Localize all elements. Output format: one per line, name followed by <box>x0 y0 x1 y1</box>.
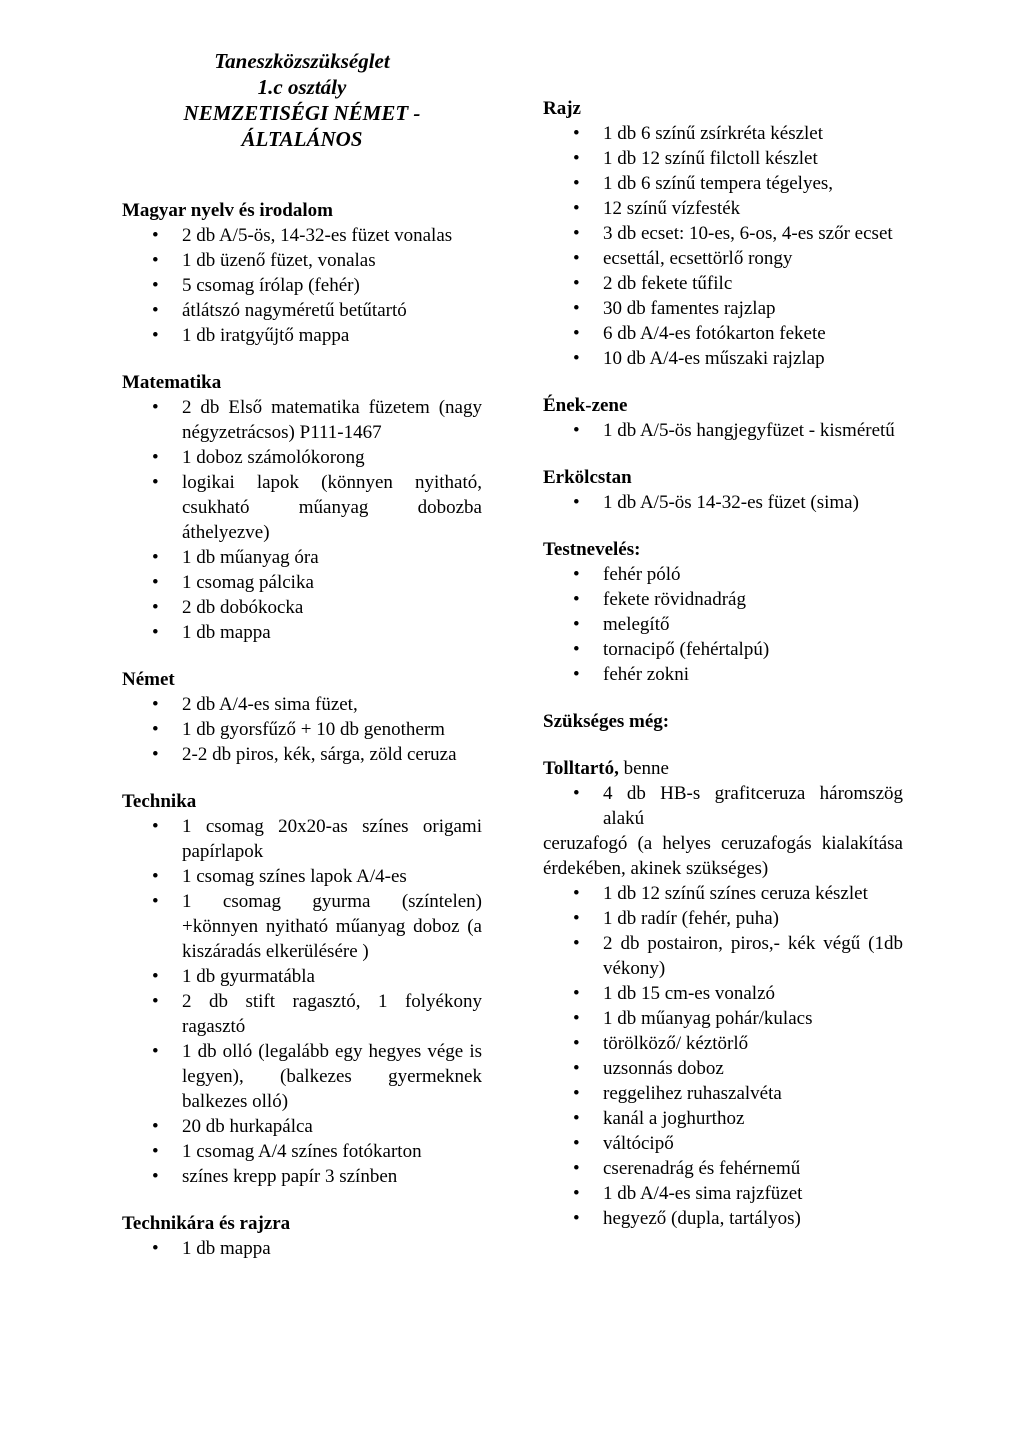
list-item: • ecsettál, ecsettörlő rongy <box>543 246 903 271</box>
list-item: • 1 db 6 színű zsírkréta készlet <box>543 121 903 146</box>
list-item: • 1 db mappa <box>122 1236 482 1261</box>
list-item: • 12 színű vízfesték <box>543 196 903 221</box>
section-tolltarto <box>543 756 903 1231</box>
right-column <box>543 96 903 1253</box>
list-item: • 2 db stift ragasztó, 1 folyékony ragasztó <box>122 989 482 1039</box>
section-rajz <box>543 96 903 371</box>
list-item: • 1 doboz számolókorong <box>122 445 482 470</box>
item-list <box>122 814 482 1189</box>
list-item: • cserenadrág és fehérnemű <box>543 1156 903 1181</box>
section-heading: Szükséges még: <box>543 711 670 732</box>
list-item: • 1 csomag 20x20-as színes origami papírlapok <box>122 814 482 864</box>
list-item: • 2 db Első matematika füzetem (nagy négyzetrácsos) P111-1467 <box>122 395 482 445</box>
section-enek-zene <box>543 393 903 443</box>
list-item: • színes krepp papír 3 színben <box>122 1164 482 1189</box>
section-heading: Technikára és rajzra <box>122 1213 291 1234</box>
list-item: • fehér póló <box>543 562 903 587</box>
section-heading: Matematika <box>122 372 222 393</box>
list-item: • 1 db olló (legalább egy hegyes vége is legyen), (balkezes gyermeknek balkezes olló) <box>122 1039 482 1114</box>
section-nemet <box>122 667 482 767</box>
list-item: • hegyező (dupla, tartályos) <box>543 1206 903 1231</box>
left-column <box>122 48 482 1283</box>
list-item: • 1 db radír (fehér, puha) <box>543 906 903 931</box>
list-item: • 1 csomag színes lapok A/4-es <box>122 864 482 889</box>
title-line-4: ÁLTALÁNOS <box>241 127 363 151</box>
list-item: • 1 db mappa <box>122 620 482 645</box>
list-item: • 1 db A/4-es sima rajzfüzet <box>543 1181 903 1206</box>
section-szukseges-meg <box>543 709 903 734</box>
list-item: • 1 db A/5-ös 14-32-es füzet (sima) <box>543 490 903 515</box>
item-list <box>543 881 903 1231</box>
list-item: • 1 db műanyag pohár/kulacs <box>543 1006 903 1031</box>
list-item: • melegítő <box>543 612 903 637</box>
section-heading: Ének-zene <box>543 395 628 416</box>
item-list <box>122 223 482 348</box>
list-item: • tornacipő (fehértalpú) <box>543 637 903 662</box>
list-item: • fekete rövidnadrág <box>543 587 903 612</box>
list-item: • logikai lapok (könnyen nyitható, csukható műanyag dobozba áthelyezve) <box>122 470 482 545</box>
section-technika <box>122 789 482 1189</box>
title-line-1: Taneszközszükséglet <box>214 49 390 73</box>
list-item: • 10 db A/4-es műszaki rajzlap <box>543 346 903 371</box>
section-heading: Rajz <box>543 98 581 119</box>
list-item: • 5 csomag írólap (fehér) <box>122 273 482 298</box>
pencilcase-label-rest: benne <box>618 758 669 779</box>
item-list <box>122 692 482 767</box>
list-item: • 6 db A/4-es fotókarton fekete <box>543 321 903 346</box>
list-item: • 2 db postairon, piros,- kék végű (1db vékony) <box>543 931 903 981</box>
section-erkolcstan <box>543 465 903 515</box>
title-line-2: 1.c osztály <box>257 75 347 99</box>
section-testneveles <box>543 537 903 687</box>
list-item: • 1 csomag gyurma (színtelen) +könnyen nyitható műanyag doboz (a kiszáradás elkerülésére ) <box>122 889 482 964</box>
list-item: • átlátszó nagyméretű betűtartó <box>122 298 482 323</box>
item-list <box>543 781 903 831</box>
title-line-3: NEMZETISÉGI NÉMET - <box>183 101 421 125</box>
list-item: • fehér zokni <box>543 662 903 687</box>
section-magyar <box>122 198 482 348</box>
item-list <box>122 395 482 645</box>
item-list <box>543 121 903 371</box>
list-item: • 30 db famentes rajzlap <box>543 296 903 321</box>
section-heading: Technika <box>122 791 197 812</box>
list-item: • 4 db HB-s grafitceruza háromszög alakú <box>543 781 903 831</box>
page-title <box>122 48 482 152</box>
section-heading: Német <box>122 669 175 690</box>
list-item: • 1 csomag pálcika <box>122 570 482 595</box>
list-item: • 2 db dobókocka <box>122 595 482 620</box>
list-item: • 1 db gyorsfűző + 10 db genotherm <box>122 717 482 742</box>
list-item: • 3 db ecset: 10-es, 6-os, 4-es szőr ecset <box>543 221 903 246</box>
pencilcase-heading <box>543 756 903 781</box>
list-item: • váltócipő <box>543 1131 903 1156</box>
list-item: • 1 db gyurmatábla <box>122 964 482 989</box>
list-item: • uzsonnás doboz <box>543 1056 903 1081</box>
pencil-grip-note: ceruzafogó (a helyes ceruzafogás kialakítása érdekében, akinek szükséges) <box>543 833 903 879</box>
item-list <box>543 418 903 443</box>
list-item: • 20 db hurkapálca <box>122 1114 482 1139</box>
list-item: • törölköző/ kéztörlő <box>543 1031 903 1056</box>
list-item: • 1 csomag A/4 színes fotókarton <box>122 1139 482 1164</box>
list-item: • 1 db 15 cm-es vonalzó <box>543 981 903 1006</box>
list-item: • 1 db üzenő füzet, vonalas <box>122 248 482 273</box>
section-matematika <box>122 370 482 645</box>
item-list <box>122 1236 482 1261</box>
item-list <box>543 490 903 515</box>
list-item: • 2-2 db piros, kék, sárga, zöld ceruza <box>122 742 482 767</box>
pencilcase-label: Tolltartó, <box>543 758 619 779</box>
item-list <box>543 562 903 687</box>
list-item: • 2 db A/4-es sima füzet, <box>122 692 482 717</box>
list-item: • 1 db 12 színű filctoll készlet <box>543 146 903 171</box>
list-item: • 1 db műanyag óra <box>122 545 482 570</box>
list-item: • reggelihez ruhaszalvéta <box>543 1081 903 1106</box>
list-item: • 1 db 6 színű tempera tégelyes, <box>543 171 903 196</box>
section-heading: Magyar nyelv és irodalom <box>122 200 333 221</box>
section-technikara-rajzra <box>122 1211 482 1261</box>
list-item: • 2 db A/5-ös, 14-32-es füzet vonalas <box>122 223 482 248</box>
section-heading: Erkölcstan <box>543 467 632 488</box>
list-item: • 1 db 12 színű színes ceruza készlet <box>543 881 903 906</box>
list-item: • 1 db A/5-ös hangjegyfüzet - kisméretű <box>543 418 903 443</box>
list-item: • kanál a joghurthoz <box>543 1106 903 1131</box>
list-item: • 2 db fekete tűfilc <box>543 271 903 296</box>
section-heading: Testnevelés: <box>543 539 641 560</box>
list-item: • 1 db iratgyűjtő mappa <box>122 323 482 348</box>
